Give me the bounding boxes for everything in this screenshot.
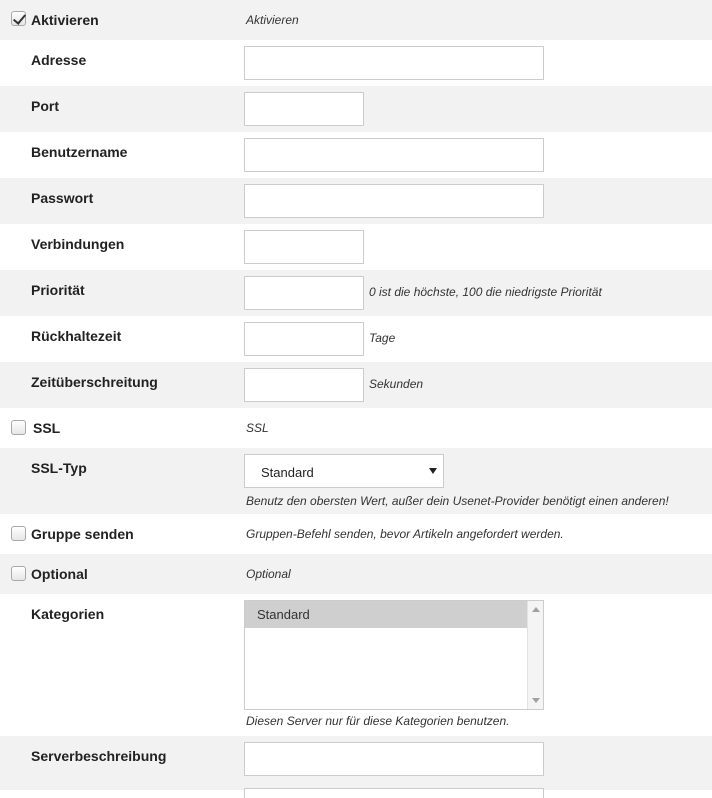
row-ssl-typ: [0, 448, 712, 514]
optional-checkbox[interactable]: [11, 566, 26, 581]
row-passwort: [0, 178, 712, 224]
kategorien-label: Kategorien: [31, 606, 105, 622]
ssl-checkbox[interactable]: [11, 420, 26, 435]
prioritaet-input[interactable]: [244, 276, 364, 310]
row-adresse: [0, 40, 712, 86]
row-aktivieren: [0, 0, 712, 40]
row-rueckhaltezeit: [0, 316, 712, 362]
gruppe-senden-label: Gruppe senden: [31, 526, 134, 542]
aktivieren-label: Aktivieren: [31, 12, 99, 28]
kategorien-hint: Diesen Server nur für diese Kategorien benutzen.: [246, 714, 510, 728]
adresse-input[interactable]: [244, 46, 544, 80]
next-input-partial[interactable]: [244, 788, 544, 798]
prioritaet-hint: 0 ist die höchste, 100 die niedrigste Priorität: [369, 285, 602, 299]
row-kategorien: [0, 594, 712, 736]
ssl-label: SSL: [33, 420, 61, 436]
row-verbindungen: [0, 224, 712, 270]
aktivieren-hint: Aktivieren: [246, 13, 299, 27]
kategorien-listbox[interactable]: [244, 600, 544, 710]
prioritaet-label: Priorität: [31, 282, 85, 298]
passwort-label: Passwort: [31, 190, 94, 206]
rueckhaltezeit-hint: Tage: [369, 331, 396, 345]
verbindungen-input[interactable]: [244, 230, 364, 264]
serverbeschreibung-label: Serverbeschreibung: [31, 748, 167, 764]
optional-label: Optional: [31, 566, 88, 582]
rueckhaltezeit-input[interactable]: [244, 322, 364, 356]
row-serverbeschreibung: [0, 736, 712, 790]
passwort-input[interactable]: [244, 184, 544, 218]
scroll-down-icon[interactable]: [532, 698, 540, 703]
optional-hint: Optional: [246, 567, 291, 581]
row-zeitueberschreitung: [0, 362, 712, 408]
ssl-typ-hint: Benutz den obersten Wert, außer dein Usenet-Provider benötigt einen anderen!: [246, 494, 669, 508]
row-port: [0, 86, 712, 132]
port-label: Port: [31, 98, 59, 114]
kategorien-scrollbar[interactable]: [527, 601, 543, 709]
serverbeschreibung-input[interactable]: [244, 742, 544, 776]
ssl-typ-select[interactable]: [244, 454, 444, 488]
rueckhaltezeit-label: Rückhaltezeit: [31, 328, 122, 344]
row-prioritaet: [0, 270, 712, 316]
zeitueberschreitung-hint: Sekunden: [369, 377, 424, 391]
ssl-typ-selected-value: Standard: [261, 465, 314, 480]
port-input[interactable]: [244, 92, 364, 126]
adresse-label: Adresse: [31, 52, 87, 68]
aktivieren-checkbox[interactable]: [11, 11, 26, 26]
verbindungen-label: Verbindungen: [31, 236, 125, 252]
zeitueberschreitung-label: Zeitüberschreitung: [31, 374, 158, 390]
ssl-typ-label: SSL-Typ: [31, 460, 87, 476]
scroll-up-icon[interactable]: [532, 607, 540, 612]
row-optional: [0, 554, 712, 594]
benutzername-label: Benutzername: [31, 144, 128, 160]
gruppe-senden-checkbox[interactable]: [11, 526, 26, 541]
zeitueberschreitung-input[interactable]: [244, 368, 364, 402]
benutzername-input[interactable]: [244, 138, 544, 172]
gruppe-senden-hint: Gruppen-Befehl senden, bevor Artikeln angefordert werden.: [246, 527, 564, 541]
kategorien-option[interactable]: Standard: [245, 601, 527, 628]
row-ssl: [0, 408, 712, 448]
ssl-hint: SSL: [246, 421, 269, 435]
row-gruppe-senden: [0, 514, 712, 554]
row-benutzername: [0, 132, 712, 178]
chevron-down-icon: [429, 468, 437, 474]
